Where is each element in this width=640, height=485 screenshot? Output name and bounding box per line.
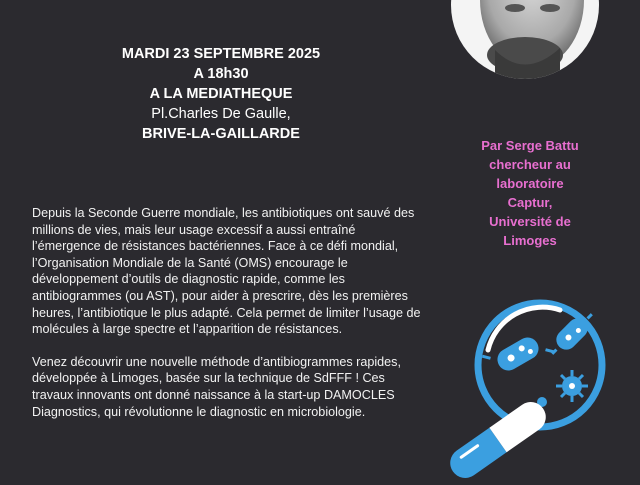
speaker-portrait xyxy=(450,0,600,80)
speaker-credit xyxy=(462,136,598,250)
speaker-line: Limoges xyxy=(503,233,557,248)
speaker-line: Université de xyxy=(489,214,571,229)
event-info xyxy=(96,44,346,144)
bacteria-petri-dish-pill-icon xyxy=(440,290,620,480)
description xyxy=(32,205,424,436)
speaker-line: chercheur au xyxy=(489,157,571,172)
speaker-line: laboratoire xyxy=(496,176,564,191)
speaker-line: Captur, xyxy=(507,195,553,210)
event-city: BRIVE-LA-GAILLARDE xyxy=(142,126,300,142)
event-time: A 18h30 xyxy=(193,66,249,82)
event-address: Pl.Charles De Gaulle, xyxy=(151,106,291,122)
event-venue: A LA MEDIATHEQUE xyxy=(149,86,293,102)
speaker-line: Par Serge Battu xyxy=(481,138,579,153)
description-paragraph: Depuis la Seconde Guerre mondiale, les antibiotiques ont sauvé des millions de vies, mais leur usage excessif a aussi entraîné l’émergence de résistances bactériennes. Face à ce défi mondial, l’Organisation Mondiale de la Santé (OMS) encourage le développement d’outils de diagnostic rapide, comme les antibiogrammes (ou AST), pour aider à prescrire, dès les premières heures, l’antibiotique le plus adapté. Cela permet de limiter l’usage de molécules à large spectre et l’apparition de résistances. xyxy=(32,206,421,337)
description-paragraph: Venez découvrir une nouvelle méthode d’antibiogrammes rapides, développée à Limoges, basée sur la technique de SdFFF ! Ces travaux innovants ont donné naissance à la start-up DAMOCLES Diagnostics, qui révolutionne le diagnostic en microbiologie. xyxy=(32,354,401,419)
event-date: MARDI 23 SEPTEMBRE 2025 xyxy=(121,46,321,62)
